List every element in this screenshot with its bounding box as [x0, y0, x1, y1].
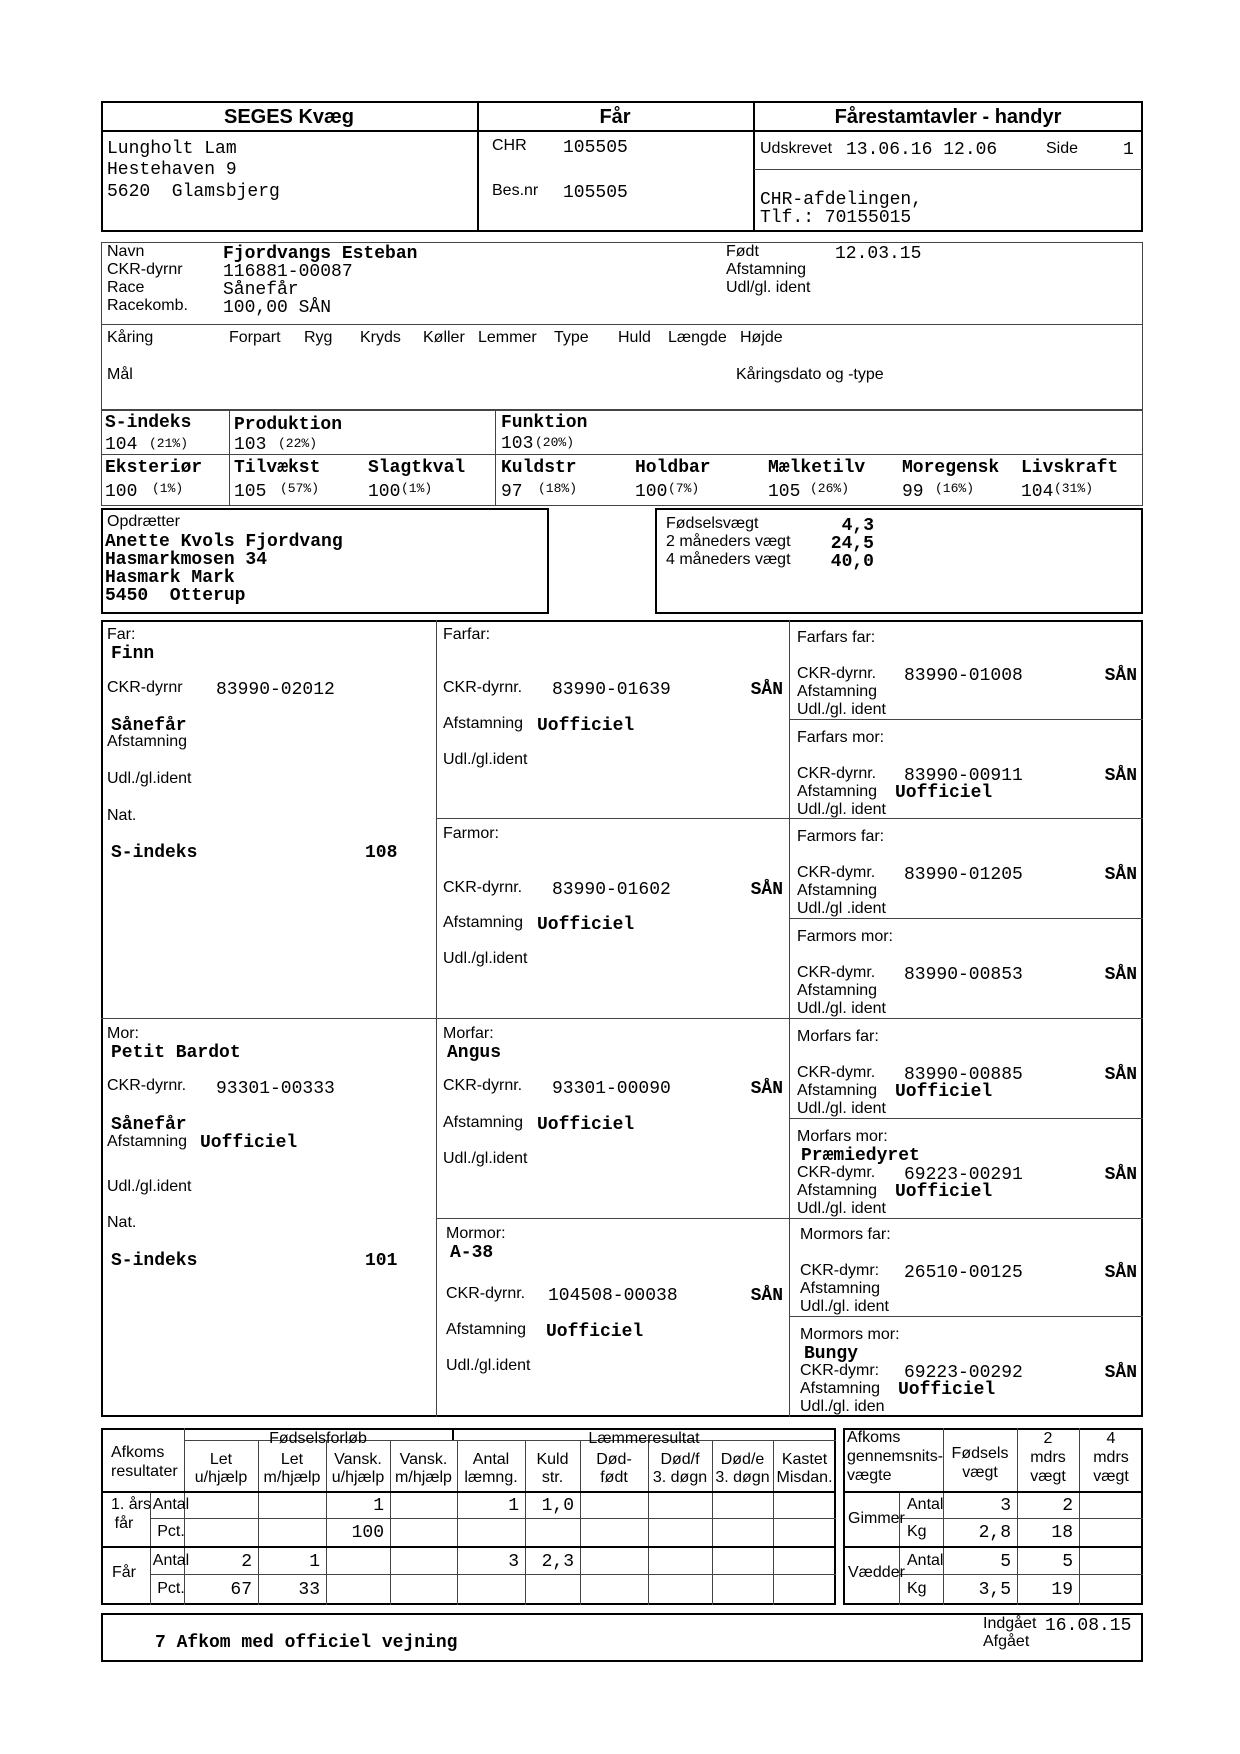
- funktion-value: 103: [501, 434, 534, 454]
- avg-cell: 5: [1000, 1552, 1011, 1572]
- avg-col-head: Fødsels: [951, 1445, 1009, 1462]
- offspring-col-head: m/hjælp: [395, 1469, 452, 1486]
- mor-ckr-label: CKR-dyrnr.: [107, 1077, 187, 1094]
- moregensk-value: 99: [902, 482, 924, 502]
- gg-name: Præmiedyret: [801, 1146, 920, 1166]
- offspring-col-head: u/hjælp: [331, 1469, 385, 1486]
- dept-line2: Tlf.: 70155015: [760, 208, 912, 228]
- avg-group-name: Vædder: [848, 1564, 905, 1581]
- page-label: Side: [1046, 140, 1079, 157]
- animal-name: Fjordvangs Esteban: [223, 244, 418, 264]
- printed-label: Udskrevet: [760, 140, 833, 157]
- animal-ckr: 116881-00087: [223, 262, 353, 282]
- avg-head-1: Afkoms: [847, 1429, 901, 1446]
- mormor-afst-label: Afstamning: [446, 1321, 527, 1338]
- avg-row-label: Antal: [907, 1496, 944, 1513]
- sindex-pct: (21%): [149, 436, 189, 451]
- gg-udl-label: Udl./gl. ident: [797, 1000, 886, 1017]
- gg-afst-label: Afstamning: [797, 1082, 878, 1099]
- gg-race: SÅN: [1104, 1263, 1137, 1283]
- farfar-ckr: 83990-01639: [552, 680, 671, 700]
- avg-cell: 2,8: [978, 1523, 1011, 1543]
- offspring-row-label: Antal: [152, 1552, 190, 1569]
- holdbar-label: Holdbar: [635, 458, 711, 478]
- avg-head-3: vægte: [847, 1467, 892, 1484]
- gg-afst: Uofficiel: [895, 1182, 993, 1202]
- kuldstr-label: Kuldstr: [501, 458, 577, 478]
- avg-cell: 3,5: [978, 1580, 1011, 1600]
- name-label: Navn: [107, 243, 145, 260]
- farfar-title: Farfar:: [443, 626, 491, 643]
- gg-udl-label: Udl./gl. ident: [800, 1298, 889, 1315]
- born-label: Født: [726, 243, 759, 260]
- tilvaekst-label: Tilvækst: [234, 458, 321, 478]
- offspring-cell: 33: [298, 1580, 320, 1600]
- eksterior-value: 100: [105, 482, 138, 502]
- owner-name: Lungholt Lam: [107, 139, 237, 159]
- gg-udl-label: Udl./gl. ident: [797, 801, 886, 818]
- gg-afst-label: Afstamning: [797, 1182, 878, 1199]
- far-udl-label: Udl./gl.ident: [107, 770, 192, 787]
- weight-2m-label: 2 måneders vægt: [666, 533, 791, 550]
- gg-title: Morfars mor:: [797, 1128, 888, 1145]
- gg-afst-label: Afstamning: [797, 783, 878, 800]
- breeder-label: Opdrætter: [107, 513, 180, 530]
- karing-col-huld: Huld: [618, 329, 651, 346]
- breeder-name: Anette Kvols Fjordvang: [105, 532, 343, 552]
- karing-col-lemmer: Lemmer: [478, 329, 537, 346]
- gg-ckr: 83990-00911: [904, 766, 1023, 786]
- gg-ckr-label: CKR-dymr:: [800, 1362, 880, 1379]
- offspring-col-head: Vansk.: [399, 1451, 448, 1468]
- farmor-afst-label: Afstamning: [443, 914, 524, 931]
- funktion-label: Funktion: [501, 413, 588, 433]
- document-title: Fårestamtavler - handyr: [834, 106, 1062, 128]
- karing-col-type: Type: [554, 329, 589, 346]
- mormor-name: A-38: [450, 1243, 494, 1263]
- avg-col-head: mdrs: [1093, 1449, 1129, 1466]
- chr-value: 105505: [563, 138, 628, 158]
- far-race: Sånefår: [111, 716, 187, 736]
- indgaet-label: Indgået: [983, 1615, 1037, 1632]
- morfar-ckr: 93301-00090: [552, 1079, 671, 1099]
- gg-afst-label: Afstamning: [800, 1280, 881, 1297]
- avg-cell: 18: [1051, 1523, 1073, 1543]
- morfar-afst: Uofficiel: [537, 1115, 635, 1135]
- offspring-group-name: får: [114, 1515, 134, 1532]
- mor-sindex-label: S-indeks: [111, 1251, 198, 1271]
- karing-col-koller: Køller: [423, 329, 465, 346]
- holdbar-pct: (7%): [668, 481, 700, 496]
- karing-date-label: Kåringsdato og -type: [736, 366, 884, 383]
- maelketilv-pct: (26%): [810, 481, 850, 496]
- gg-title: Mormors far:: [800, 1226, 891, 1243]
- avg-col-head: vægt: [1093, 1468, 1129, 1485]
- weight-2m-value: 24,5: [830, 534, 874, 554]
- weight-4m-value: 40,0: [830, 552, 874, 572]
- farmor-ckr: 83990-01602: [552, 880, 671, 900]
- karing-col-laengde: Længde: [668, 329, 727, 346]
- avg-group-name: Gimmer: [848, 1510, 905, 1527]
- gg-ckr-label: CKR-dymr.: [797, 1164, 876, 1181]
- avg-row-label: Kg: [907, 1523, 927, 1540]
- slagtkval-pct: (1%): [401, 481, 433, 496]
- gg-afst: Uofficiel: [895, 783, 993, 803]
- gg-title: Morfars far:: [797, 1028, 879, 1045]
- gg-afst: Uofficiel: [898, 1380, 996, 1400]
- offspring-col-head: læmng.: [464, 1469, 518, 1486]
- offspring-row-label: Antal: [152, 1496, 190, 1513]
- produktion-label: Produktion: [234, 415, 343, 435]
- avg-col-head: mdrs: [1030, 1449, 1066, 1466]
- far-sindex-value: 108: [365, 843, 398, 863]
- farmor-race: SÅN: [750, 880, 783, 900]
- gg-ckr-label: CKR-dyrnr.: [797, 765, 877, 782]
- far-name: Finn: [111, 644, 155, 664]
- livskraft-value: 104: [1021, 482, 1054, 502]
- mor-name: Petit Bardot: [111, 1043, 241, 1063]
- moregensk-pct: (16%): [935, 481, 975, 496]
- gg-udl-label: Udl./gl. ident: [797, 701, 886, 718]
- tilvaekst-pct: (57%): [280, 481, 320, 496]
- besnr-value: 105505: [563, 183, 628, 203]
- avg-cell: 19: [1051, 1580, 1073, 1600]
- birth-weight-label: Fødselsvægt: [666, 515, 759, 532]
- mormor-race: SÅN: [750, 1286, 783, 1306]
- org-name: SEGES Kvæg: [223, 106, 355, 128]
- dept-line1: CHR-afdelingen,: [760, 190, 923, 210]
- weight-4m-label: 4 måneders vægt: [666, 551, 791, 568]
- avg-row-label: Antal: [907, 1552, 944, 1569]
- karing-col-ryg: Ryg: [304, 329, 333, 346]
- avg-cell: 2: [1062, 1496, 1073, 1516]
- eksterior-pct: (1%): [152, 481, 184, 496]
- karing-label: Kåring: [107, 329, 154, 346]
- animal-race: Sånefår: [223, 280, 299, 300]
- offspring-col-head: Død-: [596, 1451, 632, 1468]
- avg-row-label: Kg: [907, 1580, 927, 1597]
- funktion-pct: (20%): [535, 435, 575, 450]
- mor-udl-label: Udl./gl.ident: [107, 1178, 192, 1195]
- gg-title: Mormors mor:: [800, 1326, 900, 1343]
- gg-udl-label: Udl./gl. iden: [800, 1398, 885, 1415]
- offspring-cell: 2,3: [541, 1552, 574, 1572]
- kuldstr-value: 97: [501, 482, 523, 502]
- karing-col-kryds: Kryds: [360, 329, 401, 346]
- sindex-value: 104: [105, 435, 138, 455]
- offspring-col-head: str.: [541, 1469, 564, 1486]
- maelketilv-value: 105: [768, 482, 801, 502]
- avg-col-head: 2: [1043, 1430, 1053, 1447]
- avg-col-head: vægt: [1030, 1468, 1066, 1485]
- offspring-col-head: Let: [280, 1451, 304, 1468]
- mor-afst: Uofficiel: [200, 1133, 298, 1153]
- offspring-col-head: Død/f: [660, 1451, 700, 1468]
- avg-cell: 5: [1062, 1552, 1073, 1572]
- moregensk-label: Moregensk: [902, 458, 1000, 478]
- gg-afst-label: Afstamning: [797, 683, 878, 700]
- avg-col-head: vægt: [962, 1464, 998, 1481]
- maelketilv-label: Mælketilv: [768, 458, 866, 478]
- far-title: Far:: [107, 626, 136, 643]
- offspring-col-head: u/hjælp: [194, 1469, 248, 1486]
- breeder-street: Hasmarkmosen 34: [105, 550, 268, 570]
- offspring-head-1: Afkoms: [111, 1444, 165, 1461]
- owner-street: Hestehaven 9: [107, 160, 237, 180]
- group-lamb-result: Læmmeresultat: [588, 1430, 700, 1447]
- gg-ckr: 69223-00291: [904, 1165, 1023, 1185]
- morfar-afst-label: Afstamning: [443, 1114, 524, 1131]
- gg-race: SÅN: [1104, 666, 1137, 686]
- offspring-col-head: 3. døgn: [652, 1469, 708, 1486]
- offspring-row-label: Pct.: [157, 1523, 185, 1540]
- far-nat-label: Nat.: [107, 807, 137, 824]
- gg-ckr: 83990-01008: [904, 666, 1023, 686]
- gg-ckr-label: CKR-dyrnr.: [797, 665, 877, 682]
- gg-race: SÅN: [1104, 1065, 1137, 1085]
- racekomb-label: Racekomb.: [107, 297, 188, 314]
- indgaet-value: 16.08.15: [1045, 1616, 1132, 1636]
- mormor-ckr: 104508-00038: [548, 1286, 678, 1306]
- far-sindex-label: S-indeks: [111, 843, 198, 863]
- species-title: Får: [599, 106, 631, 128]
- offspring-head-2: resultater: [111, 1463, 178, 1480]
- farfar-ckr-label: CKR-dyrnr.: [443, 679, 523, 696]
- race-label: Race: [107, 279, 145, 296]
- avg-head-2: gennemsnits-: [847, 1448, 944, 1465]
- eksterior-label: Eksteriør: [105, 458, 203, 478]
- avg-col-head: 4: [1106, 1430, 1116, 1447]
- sindex-label: S-indeks: [105, 413, 192, 433]
- farfar-afst-label: Afstamning: [443, 715, 524, 732]
- offspring-cell: 2: [241, 1552, 252, 1572]
- offspring-cell: 1: [373, 1496, 384, 1516]
- offspring-group-name: Får: [112, 1564, 136, 1581]
- offspring-col-head: Kastet: [781, 1451, 828, 1468]
- gg-udl-label: Udl./gl. ident: [797, 1100, 886, 1117]
- breeder-area: Hasmark Mark: [105, 568, 235, 588]
- animal-racekomb: 100,00 SÅN: [223, 298, 332, 318]
- far-ckr: 83990-02012: [216, 680, 335, 700]
- gg-race: SÅN: [1104, 766, 1137, 786]
- produktion-value: 103: [234, 435, 267, 455]
- besnr-label: Bes.nr: [492, 182, 539, 199]
- mor-nat-label: Nat.: [107, 1214, 137, 1231]
- gg-ckr-label: CKR-dymr.: [797, 1064, 876, 1081]
- karing-col-forpart: Forpart: [229, 329, 281, 346]
- gg-race: SÅN: [1104, 1363, 1137, 1383]
- maal-label: Mål: [107, 366, 133, 383]
- gg-afst-label: Afstamning: [800, 1380, 881, 1397]
- mormor-title: Mormor:: [446, 1225, 506, 1242]
- group-birth-course: Fødselsforløb: [269, 1430, 367, 1447]
- descent-label: Afstamning: [726, 261, 807, 278]
- gg-ckr-label: CKR-dymr.: [797, 964, 876, 981]
- mormor-udl-label: Udl./gl.ident: [446, 1357, 531, 1374]
- foreign-id-label: Udl/gl. ident: [726, 279, 811, 296]
- offspring-cell: 1: [309, 1552, 320, 1572]
- offspring-cell: 1: [508, 1496, 519, 1516]
- gg-afst-label: Afstamning: [797, 882, 878, 899]
- farmor-title: Farmor:: [443, 825, 499, 842]
- morfar-title: Morfar:: [443, 1025, 494, 1042]
- farfar-afst: Uofficiel: [537, 716, 635, 736]
- gg-title: Farmors mor:: [797, 928, 893, 945]
- gg-ckr: 83990-00853: [904, 965, 1023, 985]
- mor-ckr: 93301-00333: [216, 1079, 335, 1099]
- offspring-col-head: Vansk.: [334, 1451, 382, 1468]
- offspring-group-name: 1. års: [110, 1496, 152, 1513]
- offspring-col-head: født: [600, 1469, 628, 1486]
- livskraft-pct: (31%): [1054, 481, 1094, 496]
- gg-race: SÅN: [1104, 1165, 1137, 1185]
- slagtkval-value: 100: [368, 482, 401, 502]
- farmor-afst: Uofficiel: [537, 915, 635, 935]
- gg-ckr: 26510-00125: [904, 1263, 1023, 1283]
- morfar-ckr-label: CKR-dyrnr.: [443, 1077, 523, 1094]
- footer-note: 7 Afkom med officiel vejning: [155, 1633, 458, 1653]
- gg-ckr-label: CKR-dymr.: [797, 864, 876, 881]
- morfar-race: SÅN: [750, 1079, 783, 1099]
- farfar-udl-label: Udl./gl.ident: [443, 751, 528, 768]
- far-ckr-label: CKR-dyrnr: [107, 679, 183, 696]
- offspring-cell: 3: [508, 1552, 519, 1572]
- ckr-label: CKR-dyrnr: [107, 261, 183, 278]
- holdbar-value: 100: [635, 482, 668, 502]
- tilvaekst-value: 105: [234, 482, 267, 502]
- farmor-udl-label: Udl./gl.ident: [443, 950, 528, 967]
- mormor-ckr-label: CKR-dyrnr.: [446, 1285, 526, 1302]
- born-value: 12.03.15: [835, 244, 922, 264]
- gg-ckr: 83990-00885: [904, 1065, 1023, 1085]
- owner-city: 5620 Glamsbjerg: [107, 182, 280, 202]
- morfar-name: Angus: [447, 1043, 502, 1063]
- livskraft-label: Livskraft: [1021, 458, 1119, 478]
- offspring-col-head: Antal: [472, 1451, 510, 1468]
- offspring-cell: 1,0: [541, 1496, 574, 1516]
- karing-col-hojde: Højde: [740, 329, 783, 346]
- chr-label: CHR: [492, 137, 527, 154]
- offspring-col-head: Død/e: [720, 1451, 765, 1468]
- offspring-col-head: Misdan.: [776, 1469, 833, 1486]
- produktion-pct: (22%): [278, 436, 318, 451]
- gg-title: Farfars far:: [797, 629, 876, 646]
- mormor-afst: Uofficiel: [546, 1322, 644, 1342]
- farfar-race: SÅN: [750, 680, 783, 700]
- offspring-col-head: Let: [209, 1451, 233, 1468]
- printed-value: 13.06.16 12.06: [846, 140, 998, 160]
- offspring-col-head: Kuld: [536, 1451, 569, 1468]
- offspring-col-head: 3. døgn: [715, 1469, 770, 1486]
- gg-afst: Uofficiel: [895, 1082, 993, 1102]
- gg-afst-label: Afstamning: [797, 982, 878, 999]
- gg-ckr: 83990-01205: [904, 865, 1023, 885]
- gg-ckr: 69223-00292: [904, 1363, 1023, 1383]
- breeder-city: 5450 Otterup: [105, 586, 246, 606]
- offspring-col-head: m/hjælp: [263, 1469, 321, 1486]
- offspring-row-label: Pct.: [157, 1580, 185, 1597]
- page-number: 1: [1123, 140, 1134, 160]
- mor-title: Mor:: [107, 1025, 139, 1042]
- gg-name: Bungy: [804, 1344, 859, 1364]
- gg-ckr-label: CKR-dymr:: [800, 1262, 880, 1279]
- far-afst-label: Afstamning: [107, 733, 188, 750]
- offspring-cell: 67: [230, 1580, 252, 1600]
- gg-title: Farmors far:: [797, 828, 885, 845]
- gg-title: Farfars mor:: [797, 729, 885, 746]
- offspring-cell: 100: [351, 1523, 384, 1543]
- farmor-ckr-label: CKR-dyrnr.: [443, 879, 523, 896]
- mor-sindex-value: 101: [365, 1251, 398, 1271]
- mor-afst-label: Afstamning: [107, 1133, 188, 1150]
- morfar-udl-label: Udl./gl.ident: [443, 1150, 528, 1167]
- afgaet-label: Afgået: [983, 1633, 1030, 1650]
- avg-cell: 3: [1000, 1496, 1011, 1516]
- birth-weight-value: 4,3: [841, 516, 874, 536]
- kuldstr-pct: (18%): [538, 481, 578, 496]
- mor-race: Sånefår: [111, 1115, 187, 1135]
- gg-race: SÅN: [1104, 965, 1137, 985]
- gg-race: SÅN: [1104, 865, 1137, 885]
- gg-udl-label: Udl./gl .ident: [797, 900, 886, 917]
- slagtkval-label: Slagtkval: [368, 458, 466, 478]
- gg-udl-label: Udl./gl. ident: [797, 1200, 886, 1217]
